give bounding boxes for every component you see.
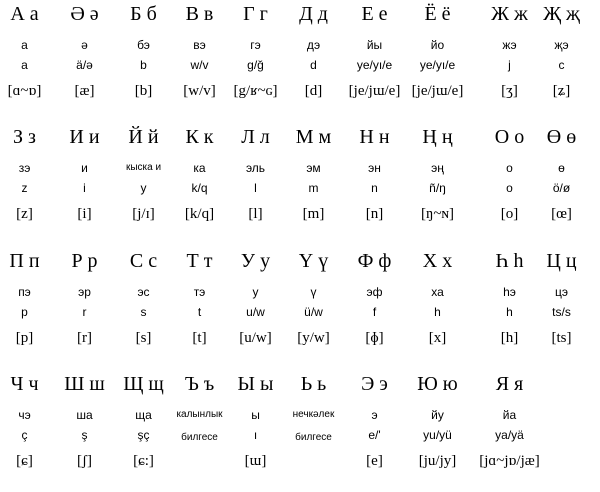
letter-glyph: Җ җ	[543, 3, 580, 25]
latin-transliteration: u/w	[246, 305, 265, 319]
letter-glyph: К к	[185, 126, 214, 148]
letter-name: йа	[502, 408, 517, 422]
ipa-pronunciation: [p]	[15, 330, 34, 346]
ipa-pronunciation: [e]	[366, 453, 383, 469]
ipa-pronunciation: [œ]	[551, 206, 572, 222]
letter-name: җэ	[554, 38, 569, 52]
letter-glyph: П п	[9, 250, 40, 272]
letter-glyph: Ш ш	[64, 373, 105, 395]
ipa-pronunciation: [r]	[77, 330, 92, 346]
letter-name: зэ	[18, 161, 31, 175]
ipa-pronunciation: [w/v]	[183, 83, 216, 99]
letter-glyph: Х х	[422, 250, 453, 272]
ipa-pronunciation: [k/q]	[184, 206, 215, 222]
alphabet-row	[0, 249, 600, 369]
ipa-pronunciation: [ɕ]	[16, 453, 33, 469]
letter-glyph: Я я	[495, 373, 524, 395]
letter-glyph: С с	[129, 250, 158, 272]
ipa-pronunciation: [s]	[135, 330, 152, 346]
letter-name: дэ	[306, 38, 321, 52]
ipa-pronunciation: [ju/jy]	[418, 453, 457, 469]
latin-transliteration: ye/yı/e	[419, 58, 456, 72]
latin-transliteration: r	[82, 305, 87, 319]
latin-transliteration: ya/yä	[495, 428, 524, 442]
letter-glyph: Т т	[186, 250, 213, 272]
latin-transliteration: y	[140, 181, 147, 195]
latin-transliteration: z	[21, 181, 28, 195]
ipa-pronunciation: [x]	[428, 330, 447, 346]
letter-cell	[524, 249, 599, 369]
letter-glyph: Ч ч	[10, 373, 39, 395]
ipa-pronunciation: [m]	[302, 206, 325, 222]
latin-transliteration: ş	[81, 428, 88, 442]
letter-cell	[400, 125, 475, 245]
letter-glyph: Һ һ	[495, 250, 524, 272]
letter-name: гэ	[250, 38, 261, 52]
letter-glyph: М м	[295, 126, 332, 148]
letter-glyph: Б б	[130, 3, 157, 25]
letter-name: hэ	[503, 285, 516, 299]
letter-glyph: Р р	[71, 250, 98, 272]
latin-transliteration: a	[21, 58, 28, 72]
ipa-pronunciation: [ɸ]	[365, 330, 384, 346]
letter-name: нечкәлек	[292, 409, 335, 420]
latin-transliteration: o	[506, 181, 513, 195]
letter-cell	[524, 372, 599, 492]
latin-transliteration: ä/ə	[76, 58, 93, 72]
ipa-pronunciation: [je/jɯ/e]	[411, 83, 464, 99]
ipa-pronunciation: [b]	[134, 83, 153, 99]
latin-transliteration: ts/s	[552, 305, 571, 319]
letter-name: эм	[306, 161, 321, 175]
ipa-pronunciation: [d]	[304, 83, 323, 99]
letter-name: эр	[78, 285, 91, 299]
letter-glyph: Ц ц	[546, 250, 577, 272]
latin-transliteration: ö/ø	[552, 181, 571, 195]
ipa-pronunciation: [z]	[16, 206, 33, 222]
letter-name: и	[81, 161, 88, 175]
latin-transliteration: c	[558, 58, 565, 72]
letter-glyph: У у	[240, 250, 271, 272]
ipa-pronunciation: [je/jɯ/e]	[348, 83, 401, 99]
ipa-pronunciation: [o]	[500, 206, 519, 222]
letter-name: йо	[430, 38, 445, 52]
letter-glyph: А а	[10, 3, 39, 25]
letter-name: вэ	[193, 38, 206, 52]
letter-name: ща	[135, 408, 152, 422]
letter-glyph: Г г	[243, 3, 268, 25]
letter-name: эль	[245, 161, 266, 175]
ipa-pronunciation: [ɯ]	[244, 453, 267, 469]
letter-glyph: О о	[494, 126, 525, 148]
letter-glyph: Л л	[241, 126, 270, 148]
ipa-pronunciation: [ʒ]	[501, 83, 518, 99]
letter-cell	[400, 2, 475, 122]
ipa-pronunciation: [ɕ:]	[133, 453, 154, 469]
letter-glyph: Ф ф	[357, 250, 392, 272]
latin-transliteration: h	[434, 305, 441, 319]
latin-transliteration: yu/yü	[423, 428, 452, 442]
letter-name: ө	[558, 161, 565, 175]
letter-glyph: Ө ө	[546, 126, 577, 148]
letter-glyph: Ё ё	[424, 3, 451, 25]
ipa-pronunciation: [i]	[77, 206, 92, 222]
letter-glyph: Ә ә	[70, 3, 99, 25]
letter-name: цэ	[555, 285, 568, 299]
ipa-pronunciation: [h]	[500, 330, 519, 346]
letter-name: ка	[193, 161, 206, 175]
letter-glyph: Ы ы	[237, 373, 274, 395]
letter-glyph: Й й	[128, 126, 159, 148]
letter-glyph: Ң ң	[422, 126, 453, 148]
latin-transliteration: k/q	[191, 181, 208, 195]
letter-glyph: Щ щ	[123, 373, 164, 395]
letter-name: о	[506, 161, 513, 175]
ipa-pronunciation: [u/w]	[239, 330, 272, 346]
latin-transliteration: g/ğ	[247, 58, 264, 72]
latin-transliteration: n	[371, 181, 378, 195]
latin-transliteration: билгесе	[181, 432, 218, 443]
ipa-pronunciation: [l]	[248, 206, 263, 222]
ipa-pronunciation: [ɑ~ɒ]	[7, 83, 42, 99]
ipa-pronunciation: [ʑ]	[552, 83, 571, 99]
letter-glyph: Н н	[359, 126, 390, 148]
latin-transliteration: ü/w	[304, 305, 323, 319]
letter-cell	[524, 125, 599, 245]
letter-name: эн	[368, 161, 381, 175]
letter-name: ха	[431, 285, 444, 299]
latin-transliteration: f	[372, 305, 377, 319]
letter-glyph: З з	[13, 126, 36, 148]
latin-transliteration: билгесе	[295, 432, 332, 443]
letter-glyph: Ъ ъ	[184, 373, 215, 395]
latin-transliteration: d	[310, 58, 317, 72]
letter-name: ша	[76, 408, 93, 422]
latin-transliteration: e/'	[368, 428, 381, 442]
letter-name: ү	[310, 285, 317, 299]
letter-glyph: Ж ж	[491, 3, 528, 25]
ipa-pronunciation: [ts]	[551, 330, 572, 346]
letter-glyph: Е е	[361, 3, 388, 25]
latin-transliteration: m	[308, 181, 319, 195]
latin-transliteration: ye/yı/e	[356, 58, 393, 72]
ipa-pronunciation: [j/ɪ]	[132, 206, 155, 222]
alphabet-row	[0, 125, 600, 245]
latin-transliteration: j	[508, 58, 511, 72]
letter-glyph: Ю ю	[417, 373, 458, 395]
latin-transliteration: t	[197, 305, 202, 319]
alphabet-row	[0, 372, 600, 492]
letter-glyph: Д д	[299, 3, 328, 25]
letter-name: жэ	[502, 38, 517, 52]
ipa-pronunciation: [y/w]	[297, 330, 330, 346]
letter-glyph: Ь ь	[300, 373, 327, 395]
letter-name: эң	[431, 161, 444, 175]
ipa-pronunciation: [t]	[192, 330, 207, 346]
letter-name: ә	[81, 38, 88, 52]
letter-name: пэ	[18, 285, 31, 299]
ipa-pronunciation: [ʃ]	[77, 453, 92, 469]
latin-transliteration: ç	[21, 428, 28, 442]
latin-transliteration: b	[140, 58, 147, 72]
letter-name: а	[21, 38, 28, 52]
letter-name: ы	[251, 408, 260, 422]
letter-name: калынлык	[176, 409, 223, 420]
letter-name: эф	[366, 285, 383, 299]
latin-transliteration: şç	[137, 428, 150, 442]
latin-transliteration: h	[506, 305, 513, 319]
letter-glyph: И и	[69, 126, 100, 148]
letter-cell	[400, 249, 475, 369]
letter-cell	[524, 2, 599, 122]
letter-name: йу	[431, 408, 444, 422]
letter-glyph: Э э	[361, 373, 388, 395]
latin-transliteration: s	[140, 305, 147, 319]
latin-transliteration: p	[21, 305, 28, 319]
letter-name: бэ	[137, 38, 150, 52]
ipa-pronunciation: [n]	[365, 206, 384, 222]
letter-glyph: Ү ү	[298, 250, 329, 272]
ipa-pronunciation: [g/ʁ~ɢ]	[233, 83, 278, 99]
latin-transliteration: w/v	[190, 58, 209, 72]
ipa-pronunciation: [ŋ~ɴ]	[421, 206, 454, 222]
letter-name: чэ	[18, 408, 31, 422]
alphabet-row	[0, 2, 600, 122]
ipa-pronunciation: [jɑ~jɒ/jæ]	[479, 453, 540, 469]
letter-glyph: В в	[185, 3, 214, 25]
letter-name: эс	[137, 285, 150, 299]
latin-transliteration: l	[254, 181, 257, 195]
latin-transliteration: ñ/ŋ	[429, 181, 446, 195]
latin-transliteration: i	[83, 181, 86, 195]
letter-name: э	[371, 408, 378, 422]
ipa-pronunciation: [æ]	[74, 83, 95, 99]
letter-cell	[400, 372, 475, 492]
letter-name: тэ	[193, 285, 206, 299]
letter-name: кыска и	[125, 162, 162, 173]
letter-name: у	[252, 285, 259, 299]
latin-transliteration: ı	[253, 428, 258, 442]
letter-name: йы	[366, 38, 383, 52]
